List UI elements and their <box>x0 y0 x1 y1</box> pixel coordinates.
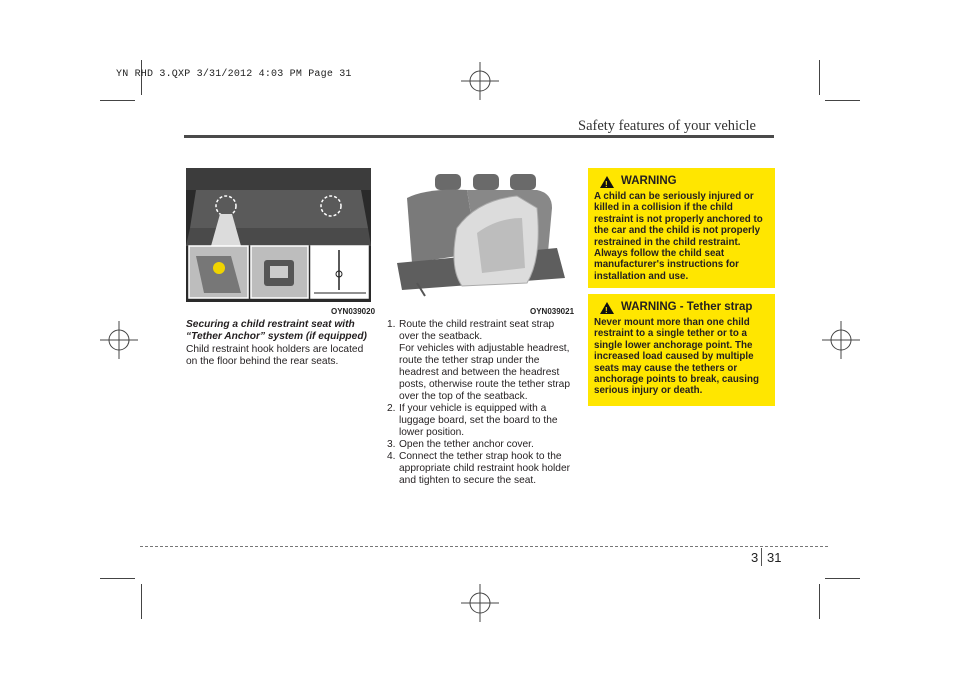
cargo-area-photo <box>186 168 371 302</box>
warning-triangle-icon: ! <box>600 302 614 314</box>
section-caption <box>186 319 374 368</box>
warning-body: A child can be seriously injured or killed in a collision if the child restraint is not properly anchored to the car and the child is not properly restrained in the child restraint. Always follow the child seat manufacturer's instructions for installation and use. <box>594 191 763 282</box>
header-rule <box>184 135 774 138</box>
caption-body: Child restraint hook holders are located on the floor behind the rear seats. <box>186 344 364 367</box>
image-code-2: OYN039021 <box>530 307 575 316</box>
crop-mark <box>825 100 860 101</box>
crop-mark <box>825 578 860 579</box>
crop-mark <box>141 584 142 619</box>
warning-title: WARNING <box>621 175 677 188</box>
registration-mark-right <box>822 321 860 359</box>
registration-mark-left <box>100 321 138 359</box>
page-number: 31 <box>767 550 782 565</box>
list-item: For vehicles with adjustable headrest, route the tether strap under the headrest and between the headrest posts, otherwise route the tether strap over the top of the seatback. <box>399 343 571 402</box>
page-divider <box>761 548 762 566</box>
list-item: 4. Connect the tether strap hook to the appropriate child restraint hook holder and tighten to secure the seat. <box>387 451 571 486</box>
warning-body: Never mount more than one child restraint to a single tether or to a single lower anchorage point. The increased load caused by multiple seats may cause the tethers or anchorage points to break, causing serious injury or death. <box>594 317 759 397</box>
crop-mark <box>100 578 135 579</box>
list-item: 3. Open the tether anchor cover. <box>387 439 534 450</box>
caption-title: Securing a child restraint seat with “Tether Anchor” system (if equipped) <box>186 319 367 342</box>
warning-box-child-restraint <box>588 168 775 288</box>
warning-box-tether-strap <box>588 294 775 406</box>
footer-rule <box>140 546 828 547</box>
chapter-number: 3 <box>751 550 759 565</box>
list-item: 1. Route the child restraint seat strap over the seatback. <box>387 319 555 342</box>
warning-triangle-icon: ! <box>600 176 614 188</box>
section-title: Safety features of your vehicle <box>578 118 756 134</box>
crop-mark <box>100 100 135 101</box>
list-item: 2. If your vehicle is equipped with a luggage board, set the board to the lower position. <box>387 403 558 438</box>
registration-mark-bottom <box>461 584 499 622</box>
warning-title: WARNING - Tether strap <box>621 301 753 314</box>
instruction-steps <box>387 319 573 487</box>
crop-mark <box>819 584 820 619</box>
registration-mark-top <box>461 62 499 100</box>
print-slug: YN RHD 3.QXP 3/31/2012 4:03 PM Page 31 <box>116 69 352 80</box>
image-code-1: OYN039020 <box>331 307 376 316</box>
crop-mark <box>819 60 820 95</box>
rear-seat-illustration <box>387 168 572 302</box>
